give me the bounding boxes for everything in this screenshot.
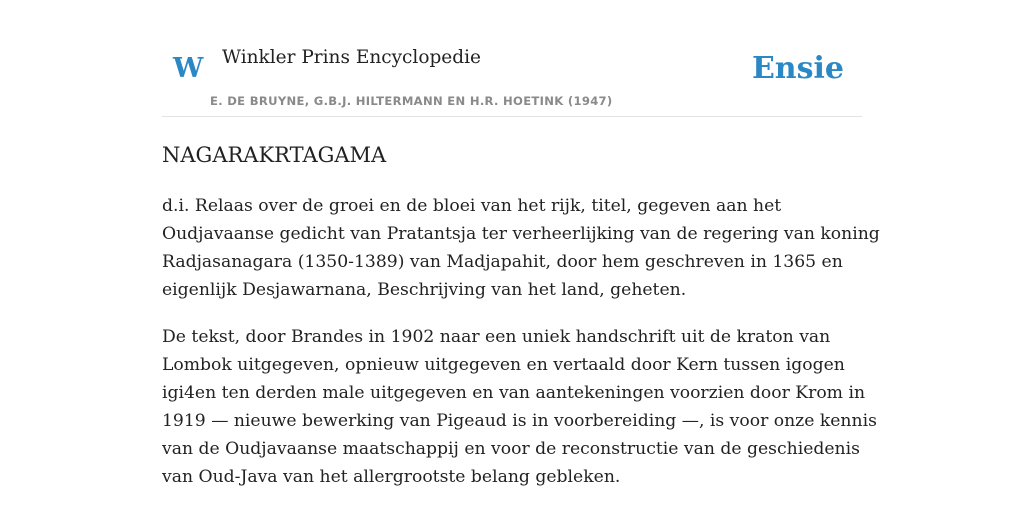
header xyxy=(162,0,862,117)
paragraph-line: Lombok uitgegeven, opnieuw uitgegeven en vertaald door Kern tussen igogen xyxy=(162,355,845,375)
publication-title[interactable]: Winkler Prins Encyclopedie xyxy=(222,47,481,68)
paragraph-line: eigenlijk Desjawarnana, Beschrijving van het land, geheten. xyxy=(162,280,687,300)
authors-line: E. DE BRUYNE, G.B.J. HILTERMANN EN H.R. HOETINK (1947) xyxy=(210,94,613,108)
paragraph-line: Oudjavaanse gedicht van Pratantsja ter verheerlijking van de regering van koning xyxy=(162,224,880,244)
paragraph-line: igi4en ten derden male uitgegeven en van aantekeningen voorzien door Krom in xyxy=(162,383,866,403)
ensie-logo-link[interactable]: Ensie xyxy=(751,51,844,86)
paragraph-line: van Oud-Java van het allergrootste belang gebleken. xyxy=(162,467,621,487)
page xyxy=(162,0,880,512)
paragraph-line: Radjasanagara (1350-1389) van Madjapahit, door hem geschreven in 1365 en xyxy=(162,252,843,272)
article-paragraph-1 xyxy=(162,192,880,304)
winkler-prins-logo[interactable]: W xyxy=(173,53,204,84)
paragraph-line: d.i. Relaas over de groei en de bloei van het rijk, titel, gegeven aan het xyxy=(162,196,782,216)
paragraph-line: 1919 — nieuwe bewerking van Pigeaud is in voorbereiding —, is voor onze kennis xyxy=(162,411,877,431)
article-title: NAGARAKRTAGAMA xyxy=(162,143,387,167)
paragraph-line: De tekst, door Brandes in 1902 naar een uniek handschrift uit de kraton van xyxy=(162,327,831,347)
paragraph-line: van de Oudjavaanse maatschappij en voor de reconstructie van de geschiedenis xyxy=(162,439,860,459)
article-paragraph-2 xyxy=(162,323,877,491)
